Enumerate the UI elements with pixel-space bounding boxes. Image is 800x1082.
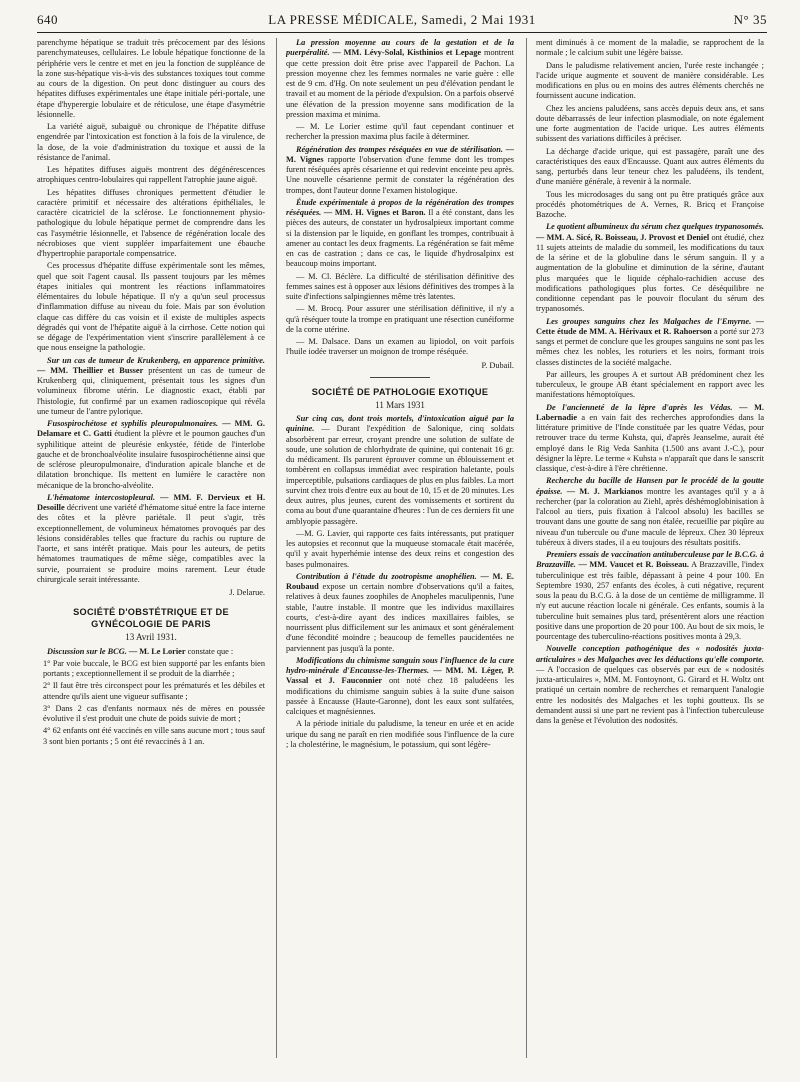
entry-text: constate que : <box>187 646 234 656</box>
entry <box>37 356 265 418</box>
paragraph: La variété aiguë, subaiguë ou chronique de l'hépatite diffuse engendrée par l'intoxication est fonction à la fois de la virulence, de la dose, de la voie d'administration du toxique et aussi de la résistance de l'animal. <box>37 122 265 162</box>
header-rule <box>37 32 767 33</box>
entry-title: Sur cinq cas, dont trois mortels, d'intoxication aiguë par la quinine. <box>286 414 514 434</box>
column-1 <box>37 38 265 1068</box>
paragraph: La décharge d'acide urique, qui est passagère, paraît une des caractéristiques des eaux d'Encausse. Quant aux autres éléments du sang, perturbés dans leur teneur chez les paludéens, ils tendent, d'une manière générale, à revenir à la normale. <box>536 146 764 187</box>
entry <box>286 414 514 527</box>
entry-authors: — MM. Lévy-Solal, Kisthinios et Lepage <box>332 48 482 58</box>
entry-authors: — M. E. Roubaud <box>286 571 514 591</box>
entry <box>536 222 764 314</box>
paragraph: — M. Le Lorier estime qu'il faut cependant continuer et rechercher la pression maxima plus facile à déterminer. <box>286 122 514 142</box>
entry-title: Étude expérimentale à propos de la régénération des trompes réséquées. <box>286 197 514 217</box>
paragraph: Tous les microdosages du sang ont pu être pratiqués grâce aux procédés photométriques de A. Vernes, R. Bricq et Françoise Bazoche. <box>536 189 764 219</box>
entry <box>536 317 764 368</box>
entry <box>536 476 764 548</box>
list-item: 1° Par voie buccale, le BCG est bien supporté par les enfants bien portants ; exceptionnellement il se produit de la diarrhée ; <box>43 658 265 678</box>
column-separator <box>276 38 277 1058</box>
entry <box>536 403 764 475</box>
entry-authors: — MM. H. Vignes et Baron. <box>323 208 426 217</box>
entry-text: a en vain fait des recherches approfondies dans la littérature primitive de l'Inde constituée par les quatre Védas, pour retrouver trace du terme Kuhsta, qui, d'après Jeanselme, aurait été employé dans le Rig Veda Sanhita (1.500 ans avant J.-C.), pour désigner la lèpre. Le terme « Kuhsta » n'apparaît que dans le sanscrit classique, c'est-à-dire à l'ère chrétienne. <box>536 412 764 473</box>
column-3 <box>536 38 764 1068</box>
entry-authors: — A l'occasion <box>536 664 590 674</box>
column-2 <box>286 38 514 1068</box>
society-title: SOCIÉTÉ D'OBSTÉTRIQUE ET DE GYNÉCOLOGIE DE PARIS <box>73 607 229 630</box>
signature: P. Dubail. <box>481 360 514 370</box>
entry <box>37 419 265 491</box>
paragraph: Les hépatites diffuses aiguës montrent des dégénérescences atrophiques centro-lobulaires qui rappellent l'atrophie jaune aiguë. <box>37 165 265 185</box>
entry-title: L'hématome intercostopleural. <box>47 492 156 502</box>
paragraph: Par ailleurs, les groupes A et surtout AB prédominent chez les tuberculeux, le groupe AB étant spécialement en rapport avec les manifestations hémoptoïques. <box>536 369 764 400</box>
entry-text: étudient la plèvre et le poumon gauches d'un syphilitique atteint de pleurésie enkystée, fétide de l'interlobe gauche et de bronchoalvéolite insulaire fusospirochétienne ainsi que de sclérose pleuropulmonaire, d'induration apicale blanche et de dilatation bronchique. Ils mettent en lumière le caractère non mécanique de la broncho-alvéolite. <box>37 429 265 490</box>
entry <box>37 647 265 657</box>
entry-text: a porté sur 273 sangs et permet de conclure que les groupes sanguins ne sont pas les mêmes chez les nobles, les roturiers et les noirs, formant trois classes distinctes de la société malgache. <box>536 326 764 367</box>
entry-title: Fusospirochétose et syphilis pleuropulmonaires. <box>47 419 219 428</box>
paragraph: — M. Brocq. Pour assurer une stérilisation définitive, il n'y a qu'à réséquer toute la trompe en pratiquant une résection cunéiforme de la corne utérine. <box>286 304 514 334</box>
list-item: 2° Il faut être très circonspect pour les prématurés et les débiles et attendre qu'ils aient une vigueur suffisante ; <box>43 681 265 701</box>
entry <box>536 644 764 726</box>
journal-title: LA PRESSE MÉDICALE, Samedi, 2 Mai 1931 <box>268 12 536 27</box>
entry-text: présentent un cas de tumeur de Krukenberg qui, cliniquement, présentait tous les signes d'un volumineux fibrome utérin. Le diagnostic exact, établi par l'histologie, fut confirmé par un examen radioscopique qui révéla une tumeur de l'antre pylorique. <box>37 365 265 416</box>
entry-text: montre les avantages qu'il y a à rechercher (par la coloration au Ziehl, après déshémoglobinisation à l'alcool au tiers, puis fixation à l'alcool absolu) les bacilles se trouvant dans une goutte de sang non étalée, recueillie par piqûre au niveau d'un tubercule ou d'une macule de lépreux. Chez 30 lépreux tubéreux à divers stades, il a eu toujours des résultats positifs. <box>536 486 764 547</box>
entry <box>536 550 764 642</box>
session-date: 13 Avril 1931. <box>125 632 177 643</box>
entry-text: l'expédition de Salonique, cinq soldats absorbèrent par erreur, croyant prendre une solution de sulfate de soude, une solution de chlorhydrate de quinine, qui contenait 16 gr. du médicament. Ils parurent éprouver comme un éblouissement et tombèrent en collapsus immédiat avec respiration haletante, pouls imperceptible, pulsations cardiaques de plus en plus faibles. La mort survint chez trois d'entre eux au bout de 10, 15 et de 20 minutes. Les deux autres, plus jeunes, curent des vomissements et sortirent du coma au bout d'une quarantaine d'heures : l'un de ces derniers fit une amblyopie passagère. <box>286 424 514 526</box>
entry-title: Sur un cas de tumeur de Krukenberg, en apparence primitive. <box>47 355 265 365</box>
column-separator <box>526 38 527 1058</box>
entry <box>286 198 514 270</box>
entry <box>286 145 514 196</box>
entry <box>286 572 514 654</box>
entry-authors: — MM. M. Léger, P. Vassal et J. Fauconnier <box>286 666 514 686</box>
entry-authors: — M. J. Markianos <box>566 486 643 496</box>
entry-text: ont étudié, chez 11 sujets atteints de maladie du sommeil, les modifications du taux de la sérine et de la globuline dans le sérum sanguin. Il y a augmentation de la globuline et diminution de la sérine, d'autant plus marquées que le liquide céphalo-rachidien accuse des modifications pathologiques plus fortes. Ce déséquilibre ne conditionne cependant pas le pouvoir floculant du sérum des trypanosomés. <box>536 232 764 314</box>
session-date: 11 Mars 1931 <box>375 399 425 410</box>
paragraph: — M. Dalsace. Dans un examen au lipiodol, on voit parfois l'huile iodée traverser un moignon de trompe réséquée. <box>286 337 514 357</box>
entry <box>286 656 514 718</box>
page-number: 640 <box>37 12 58 27</box>
issue-number: N° 35 <box>733 12 767 27</box>
society-title: SOCIÉTÉ DE PATHOLOGIE EXOTIQUE <box>311 386 489 397</box>
paragraph: Dans le paludisme relativement ancien, l'urée reste inchangée ; l'acide urique augmente et souvent de manière considérable. Les modifications en plus ou en moins des autres éléments cherchés ne fournissent aucune indication. <box>536 60 764 101</box>
entry-title: Le quotient albumineux du sérum chez quelques trypanosomés. <box>546 222 764 232</box>
paragraph: A la période initiale du paludisme, la teneur en urée et en acide urique du sang ne paraît en rien modifiée sous l'influence de la cure ; la cholestérine, le magnésium, le potassium, qui sont légère- <box>286 719 514 749</box>
entry-text: A Brazzaville, l'index tuberculinique est très faible, dépassant à peine 4 pour 100. En Septembre 1930, 257 enfants des écoles, à cuti négative, reçurent sous la peau du B.C.G. à la dose de un centième de milligramme. Il n'y eut aucune réaction locale ni générale. Ces enfants, soumis à la tuberculine huit semaines plus tard, présentèrent alors une réaction positive dans une proportion de 20 pour 100. Au bout de six mois, le pourcentage des tuberculino-réactions positives monta à 29,3. <box>536 560 764 641</box>
entry-text: montrent que cette pression doit être prise avec l'appareil de Pachon. La pression moyenne chez les femmes normales ne varie guère : elle est de 9 cm. d'Hg. On note seulement un peu d'élévation pendant le travail et au moment de la période d'expulsion. On a parfois observé une élévation de la pression moyenne sans modification de la pression maxima et minima. <box>286 48 514 119</box>
paragraph: —M. G. Lavier, qui rapporte ces faits intéressants, put pratiquer les autopsies et reconnut que la muqueuse stomacale était macérée, qu'il y avait hyperhémie intense des deux reins et congestion des bases pulmonaires. <box>286 528 514 569</box>
section-divider <box>370 377 430 378</box>
page-header <box>37 12 767 30</box>
paragraph: — M. Cl. Béclère. La difficulté de stérilisation définitive des femmes saines est à opposer aux lésions définitives des trompes à la suite d'infections salpingiennes même très latentes. <box>286 271 514 301</box>
entry-authors: — MM. Vaucet et R. Boisseau. <box>578 560 690 570</box>
entry-title: Contribution à l'étude du zootropisme anophélien. <box>296 571 477 581</box>
entry-authors: — M. Labernadie <box>536 402 764 422</box>
entry-text: décrivent une variété d'hématome situé entre la face interne des côtes et la plèvre pariétale. Il peut s'agir, très exceptionnellement, de volumineux hématomes provoqués par des lésions considérables telles que fracture du rachis ou rupture de l'aorte, et sans intérêt pratique. Mais pour les auteurs, de petits hématomes traumatiques de même siège, compatibles avec la survie, pourraient se produire moins rarement. Leur étude chirurgicale serait intéressante. <box>37 503 265 584</box>
entry-authors: — MM. Theillier et Busser <box>37 365 144 375</box>
entry-authors: — MM. A. Sicé, R. Boisseau, J. Provost et Deniel <box>536 232 710 242</box>
entry-title: Recherche du bacille de Hansen par le procédé de la goutte épaisse. <box>536 476 764 496</box>
paragraph: Les hépatites diffuses chroniques permettent d'étudier le caractère primitif et nécessaire des altérations épithéliales, le caractère cicatriciel de la sclérose. Le fonctionnement physio-pathologique du lobule hépatique permet de comprendre dans les cas l'asymétrie lésionnelle, et l'absence de régénération locale des nécrobioses que vient suppléer imparfaitement une ébauche d'hypertrophie paraportale compensatrice. <box>37 187 265 258</box>
entry-text: Il a été constant, dans les pièces des auteurs, de constater un hydrosalpieux important comme si la distension par le liquide, en gonflant les trompes, contribuait à amener au contact les deux fragments. La régénération se fait même en cas de castration ; dans ce cas, le liquide d'hydrosalpinx est beaucoup moins important. <box>286 208 514 269</box>
entry-authors: — Durant <box>321 424 360 434</box>
entry-authors: — M. Vignes <box>286 144 514 164</box>
entry-text: de quelques cas observés par eux de « nodosités juxta-articulaires », MM. M. Fontoynont, G. Girard et H. Woltz ont pratiqué un certain nombre de recherches et remarquent l'analogie entre les nodosités des Malgaches et les tophi goutteux. Ils se demandent aussi si une part ne revient pas à l'infection tuberculeuse dans la genèse et l'évolution des nodosités. <box>536 664 764 725</box>
entry-title: La pression moyenne au cours de la gestation et de la puerpéralité. <box>286 38 514 58</box>
entry <box>37 493 265 585</box>
entry-title: Les groupes sanguins chez les Malgaches de l'Emyrne. <box>546 316 752 326</box>
list-item: 3° Dans 2 cas d'enfants normaux nés de mères en poussée évolutive il s'est produit une chute de poids suivie de mort ; <box>43 703 265 723</box>
entry-title: Premiers essais de vaccination antituberculeuse par le B.C.G. à Brazzaville. <box>536 550 764 570</box>
entry-text: expose un certain nombre d'observations qu'il a faites, relatives à deux faunes zoophiles de Anopheles maculipennis, l'une stable, l'autre instable. Il montre que les individus maxillaires courts, c'est-à-dire ayant des indices maxillaires faibles, se nourrissent plus difficilement sur les animaux et sont généralement d'une fécondité moindre ; beaucoup de femelles paucidentées ne parviennent pas jusqu'à la ponte. <box>286 582 514 653</box>
entry-title: Régénération des trompes réséquées en vue de stérilisation. <box>296 144 503 154</box>
signature: J. Delarue. <box>229 588 265 597</box>
entry <box>286 38 514 120</box>
entry-authors: — MM. G. Delamare et C. Gatti <box>37 419 265 439</box>
entry-text: ont noté chez 18 paludéens les modifications du chimisme sanguin subies à la suite d'une saison passée à Encausse (Haute-Garonne), dont les eaux sont sulfatées, calciques et magnésiennes. <box>286 676 514 716</box>
list-item: 4° 62 enfants ont été vaccinés en ville sans aucune mort ; tous sauf 3 sont bien portants ; 5 ont été revaccinés à 1 an. <box>43 726 265 746</box>
paragraph: parenchyme hépatique se traduit très précocement par des lésions parenchymateuses, cellulaires. Le lobule hépatique fonctionne de la périphérie vers le centre et met en jeu la fonction de suppléance de la zone sus-hépatique vis-à-vis des substances toxiques tout comme au cours de la digestion. On peut donc distinguer au cours des hépatites diffuses expérimentales une étape initiale péri-portale, une étape d'hyperergie lobulaire et de réticulose, une étape d'asymétrie lésionnelle. <box>37 38 265 119</box>
entry-authors: — MM. F. Dervieux et H. Desoille <box>37 492 265 512</box>
paragraph: Ces processus d'hépatite diffuse expérimentale sont les mêmes, quel que soit l'agent causal. Ils passent toujours par les mêmes étapes initiales qui montrent les réactions inflammatoires élémentaires du lobule hépatique. Il n'y a qu'un seul processus d'inflammation diffuse au niveau du foie. Mais par son évolution claque cas diffère du cas voisin et il existe de multiples aspects dégradés qui vont de l'hépatite aiguë à la cirrhose. Cette notion qui se dégage de l'expérimentation vient s'inscrire parallèlement à ce que nous enseigne la pathologie. <box>37 261 265 353</box>
paragraph: ment diminués à ce moment de la maladie, se rapprochent de la normale ; le calcium subit une légère baisse. <box>536 38 764 58</box>
entry-authors: — Cette étude de MM. A. Hérivaux et R. Rahoerson <box>536 316 764 336</box>
entry-text: rapporte l'observation d'une femme dont les trompes furent réséquées après césarienne et qui redevint enceinte peu après. Une nouvelle césarienne permit de constater la régénération des trompes, dont l'auteur donne l'examen histologique. <box>286 154 514 195</box>
entry-title: Modifications du chimisme sanguin sous l'influence de la cure hydro-minérale d'Encausse-les-Thermes. <box>286 655 514 675</box>
entry-authors: — M. Le Lorier <box>128 646 186 656</box>
entry-title: De l'ancienneté de la lèpre d'après les Védas. <box>546 402 733 412</box>
entry-title: Discussion sur le BCG. <box>47 646 127 656</box>
entry-title: Nouvelle conception pathogénique des « nodosités juxta-articulaires » des Malgaches avec les déductions qu'elle comporte. <box>536 644 764 664</box>
paragraph: Chez les anciens paludéens, sans accès depuis deux ans, et sans doute débarrassés de leur infection plasmodiale, on note également une forte augmentation de l'acide urique. Les autres éléments subissent des variations difficiles à préciser. <box>536 103 764 144</box>
